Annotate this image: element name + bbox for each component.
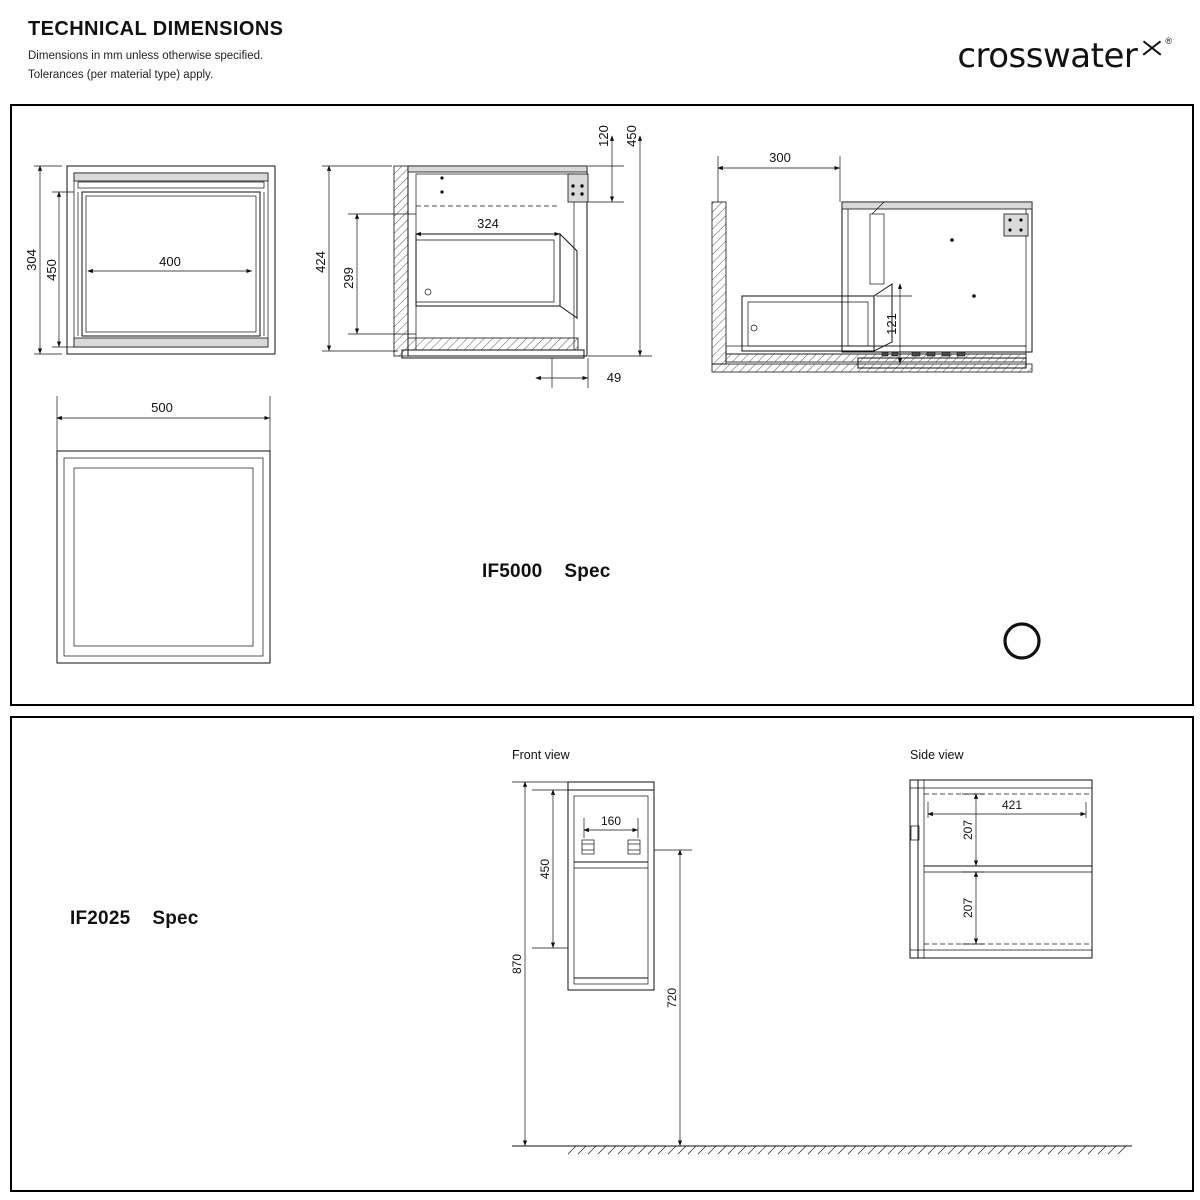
dim-207-lower: 207 xyxy=(961,897,975,919)
x-icon xyxy=(1139,36,1165,62)
view-plan xyxy=(57,396,270,663)
dim-207-upper: 207 xyxy=(961,819,975,841)
front-view-drawing xyxy=(510,782,1132,1154)
dim-720: 720 xyxy=(665,987,679,1009)
dim-450-left: 450 xyxy=(44,259,59,281)
dim-450-front: 450 xyxy=(538,858,552,880)
dim-299: 299 xyxy=(341,267,356,289)
view-front-elevation xyxy=(24,166,275,354)
spec-code-2: IF2025 xyxy=(70,908,131,929)
dim-300: 300 xyxy=(769,150,791,165)
dim-120: 120 xyxy=(596,125,611,147)
spec-word: Spec xyxy=(564,561,611,582)
if2025-drawings xyxy=(12,718,1188,1186)
brand-logo xyxy=(957,36,1172,76)
spec-code: IF5000 xyxy=(482,561,543,582)
dim-424: 424 xyxy=(313,251,328,273)
dim-400: 400 xyxy=(159,254,181,269)
header-note-2: Tolerances (per material type) apply. xyxy=(28,68,214,81)
registered-mark: ® xyxy=(1165,36,1172,46)
if5000-drawings xyxy=(12,106,1188,700)
dim-160: 160 xyxy=(600,814,622,828)
panel-if5000 xyxy=(10,104,1194,706)
panel-if2025 xyxy=(10,716,1194,1192)
front-view-label: Front view xyxy=(512,748,570,762)
dim-450-mid: 450 xyxy=(624,125,639,147)
dim-49: 49 xyxy=(606,370,622,385)
spec-word-2: Spec xyxy=(152,908,199,929)
brand-name: crosswater xyxy=(957,36,1138,76)
dim-870: 870 xyxy=(510,953,524,975)
circle-outline-icon xyxy=(1005,624,1039,658)
view-side-section xyxy=(313,125,652,388)
header xyxy=(28,18,1172,98)
side-view-label: Side view xyxy=(910,748,964,762)
header-note-1: Dimensions in mm unless otherwise specified. xyxy=(28,50,264,62)
dim-304: 304 xyxy=(24,249,39,271)
dim-324: 324 xyxy=(477,216,499,231)
view-right-section xyxy=(712,150,1032,372)
dim-500: 500 xyxy=(151,400,173,415)
dim-121: 121 xyxy=(884,313,899,335)
side-view-drawing xyxy=(910,780,1092,958)
page-title: TECHNICAL DIMENSIONS xyxy=(28,18,284,40)
dim-421: 421 xyxy=(1001,798,1023,812)
